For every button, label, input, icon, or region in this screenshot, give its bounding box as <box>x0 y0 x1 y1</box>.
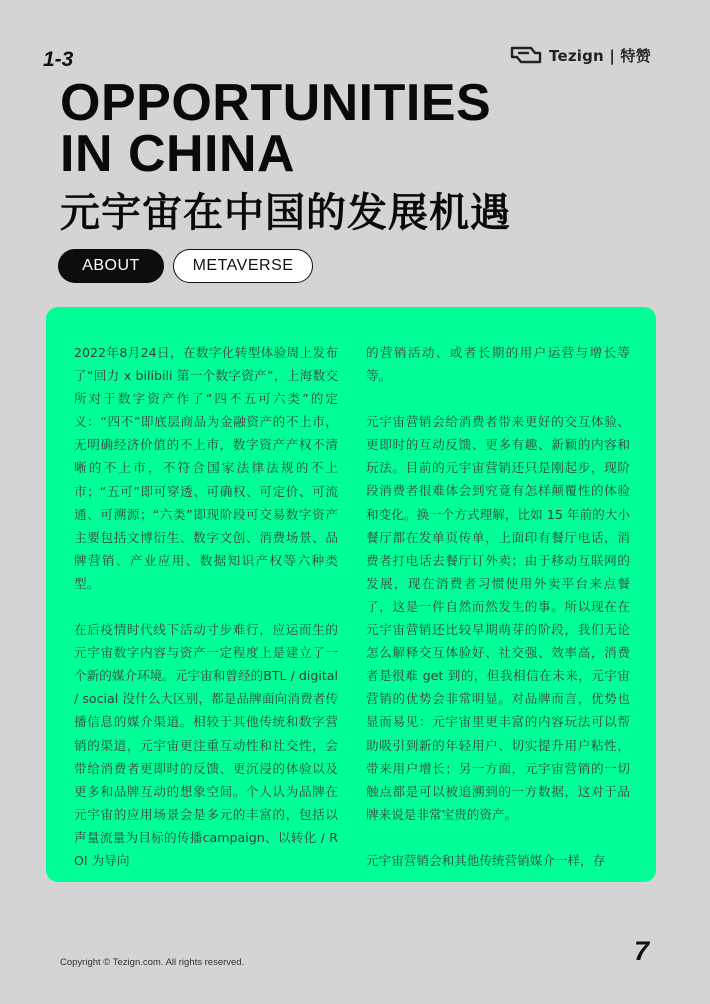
title-line-2: IN CHINA <box>60 125 296 183</box>
page-title-chinese: 元宇宙在中国的发展机遇 <box>60 190 511 236</box>
title-line-1: OPPORTUNITIES <box>60 74 492 132</box>
brand-header <box>509 44 651 66</box>
paragraph: 元宇宙营销会给消费者带来更好的交互体验、更即时的互动反馈、更多有趣、新颖的内容和玩法。目前的元宇宙营销还只是刚起步，现阶段消费者很难体会到究竟有怎样颠覆性的体验和变化。换一个方式理解，比如 15 年前的大小餐厅都在发单页传单，上面印有餐厅电话，消费者打电话去餐厅订外卖；由于移动互联网的发展，现在消费者习惯使用外卖平台来点餐了，这是一件自然而然发生的事。所以现在在元宇宙营销还比较早期萌芽的阶段，我们无论怎么解释交互体验好、社交强、效率高，消费者是很难 get 到的，但我相信在未来，元宇宙营销的优势会非常明显。对品牌而言，优势也显而易见：元宇宙里更丰富的内容玩法可以帮助吸引到新的年轻用户、切实提升用户粘性，带来用户增长；另一方面，元宇宙营销的一切触点都是可以被追溯到的一方数据，这对于品牌来说是非常宝贵的资产。 <box>366 414 630 822</box>
paragraph: 2022年8月24日，在数字化转型体验周上发布了“回力 x bilibili 第一个数字资产”，上海数交所对于数字资产作了“四不五可六类”的定义：“四不”即底层商品为金融资产的不上市，无明确经济价值的不上市，数字资产产权不清晰的不上市，不符合国家法律法规的不上市；“五可”即可穿透、可确权、可定价、可流通、可溯源；“六类”即现阶段可交易数字资产主要包括文博衍生、数字文创、消费场景、品牌营销、产业应用、数据知识产权等六种类型。 <box>74 345 338 591</box>
tezign-logo-icon <box>509 45 543 65</box>
paragraph: 在后疫情时代线下活动寸步难行，应运而生的元宇宙数字内容与资产一定程度上是建立了一个新的媒介环境。元宇宙和曾经的BTL / digital / social 没什么大区别，都是品牌面向消费者传播信息的媒介渠道。相较于其他传统和数字营销的渠道，元宇宙更注重互动性和社交性，会带给消费者更即时的反馈、更沉浸的体验以及更多和品牌互动的想象空间。个人认为品牌在元宇宙的应用场景会是多元的丰富的，包括以声量流量为目标的传播campaign、以转化 / ROI 为导向 <box>74 622 338 868</box>
paragraph: 元宇宙营销会和其他传统营销媒介一样，存 <box>366 852 606 868</box>
page-number: 7 <box>634 936 650 966</box>
page-title-english <box>60 74 492 183</box>
paragraph: 的营销活动、或者长期的用户运营与增长等等。 <box>366 345 630 384</box>
text-column-right <box>366 341 630 882</box>
brand-name: Tezign | 特赞 <box>549 46 651 65</box>
tag-list <box>58 249 313 283</box>
copyright-notice: Copyright © Tezign.com. All rights reserved. <box>60 957 245 968</box>
section-number: 1-3 <box>43 48 74 71</box>
text-column-left <box>74 341 338 882</box>
article-body-card <box>46 307 656 882</box>
tag-metaverse: METAVERSE <box>173 249 313 283</box>
tag-about: ABOUT <box>58 249 164 283</box>
